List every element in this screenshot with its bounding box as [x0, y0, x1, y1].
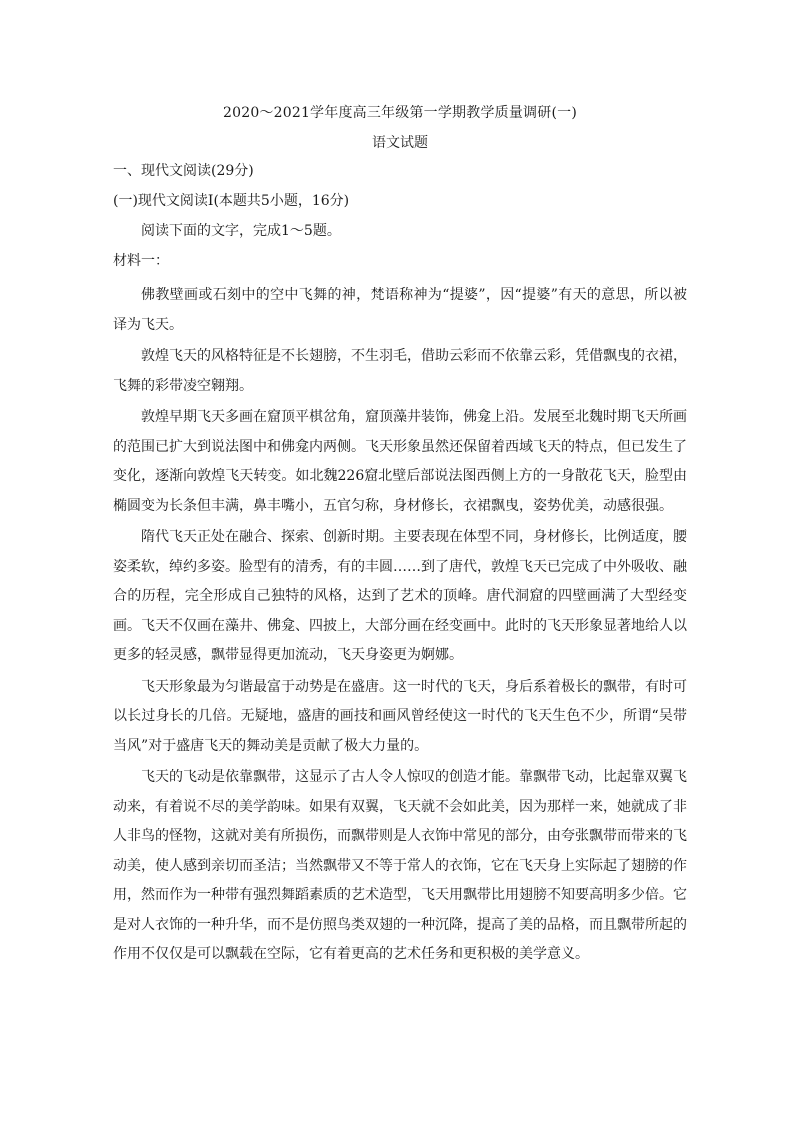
subsection-heading: (一)现代文阅读Ⅰ(本题共5小题，16分) [113, 193, 350, 209]
paragraph-5: 飞天形象最为匀谐最富于动势是在盛唐。这一时代的飞天，身后系着极长的飘带，有时可以长过身长的几倍。无疑地，盛唐的画技和画风曾经使这一时代的飞天生色不少，所谓“吴带当风”对于盛唐飞天的舞动美是贡献了极大力量的。 [113, 678, 687, 754]
exam-subject: 语文试题 [372, 135, 428, 151]
paragraph-2: 敦煌飞天的风格特征是不长翅膀，不生羽毛，借助云彩而不依靠云彩，凭借飘曳的衣裙，飞舞的彩带凌空翱翔。 [113, 348, 687, 394]
reading-instruction: 阅读下面的文字，完成1～5题。 [141, 223, 341, 239]
paragraph-4: 隋代飞天正处在融合、探索、创新时期。主要表现在体型不同，身材修长，比例适度，腰姿柔软，绰约多姿。脸型有的清秀，有的丰圆……到了唐代，敦煌飞天已完成了中外吸收、融合的历程，完全形成自己独特的风格，达到了艺术的顶峰。唐代洞窟的四壁画满了大型经变画。飞天不仅画在藻井、佛龛、四披上，大部分画在经变画中。此时的飞天形象显著地给人以更多的轻灵感，飘带显得更加流动，飞天身姿更为婀娜。 [113, 529, 687, 663]
paragraph-1: 佛教壁画或石刻中的空中飞舞的神，梵语称神为“提婆”，因“提婆”有天的意思，所以被译为飞天。 [113, 287, 687, 333]
material-label: 材料一： [113, 253, 169, 269]
paragraph-6: 飞天的飞动是依靠飘带，这显示了古人令人惊叹的创造才能。靠飘带飞动，比起靠双翼飞动来，有着说不尽的美学韵味。如果有双翼，飞天就不会如此美，因为那样一来，她就成了非人非鸟的怪物，这就对美有所损伤，而飘带则是人衣饰中常见的部分，由夸张飘带而带来的飞动美，使人感到亲切而圣洁；当然飘带又不等于常人的衣饰，它在飞天身上实际起了翅膀的作用，然而作为一种带有强烈舞蹈素质的艺术造型，飞天用飘带比用翅膀不知要高明多少倍。它是对人衣饰的一种升华，而不是仿照鸟类双翅的一种沉降，提高了美的品格，而且飘带所起的作用不仅仅是可以飘载在空际，它有着更高的艺术任务和更积极的美学意义。 [113, 769, 687, 962]
paragraph-3: 敦煌早期飞天多画在窟顶平棋岔角，窟顶藻井装饰，佛龛上沿。发展至北魏时期飞天所画的范围已扩大到说法图中和佛龛内两侧。飞天形象虽然还保留着西域飞天的特点，但已发生了变化，逐渐向敦煌飞天转变。如北魏226窟北壁后部说法图西侧上方的一身散花飞天，脸型由椭圆变为长条但丰满，鼻丰嘴小，五官匀称，身材修长，衣裙飘曳，姿势优美，动感很强。 [113, 409, 687, 514]
exam-title: 2020～2021学年度高三年级第一学期教学质量调研(一) [223, 105, 577, 121]
section-heading: 一、现代文阅读(29分) [113, 163, 254, 179]
